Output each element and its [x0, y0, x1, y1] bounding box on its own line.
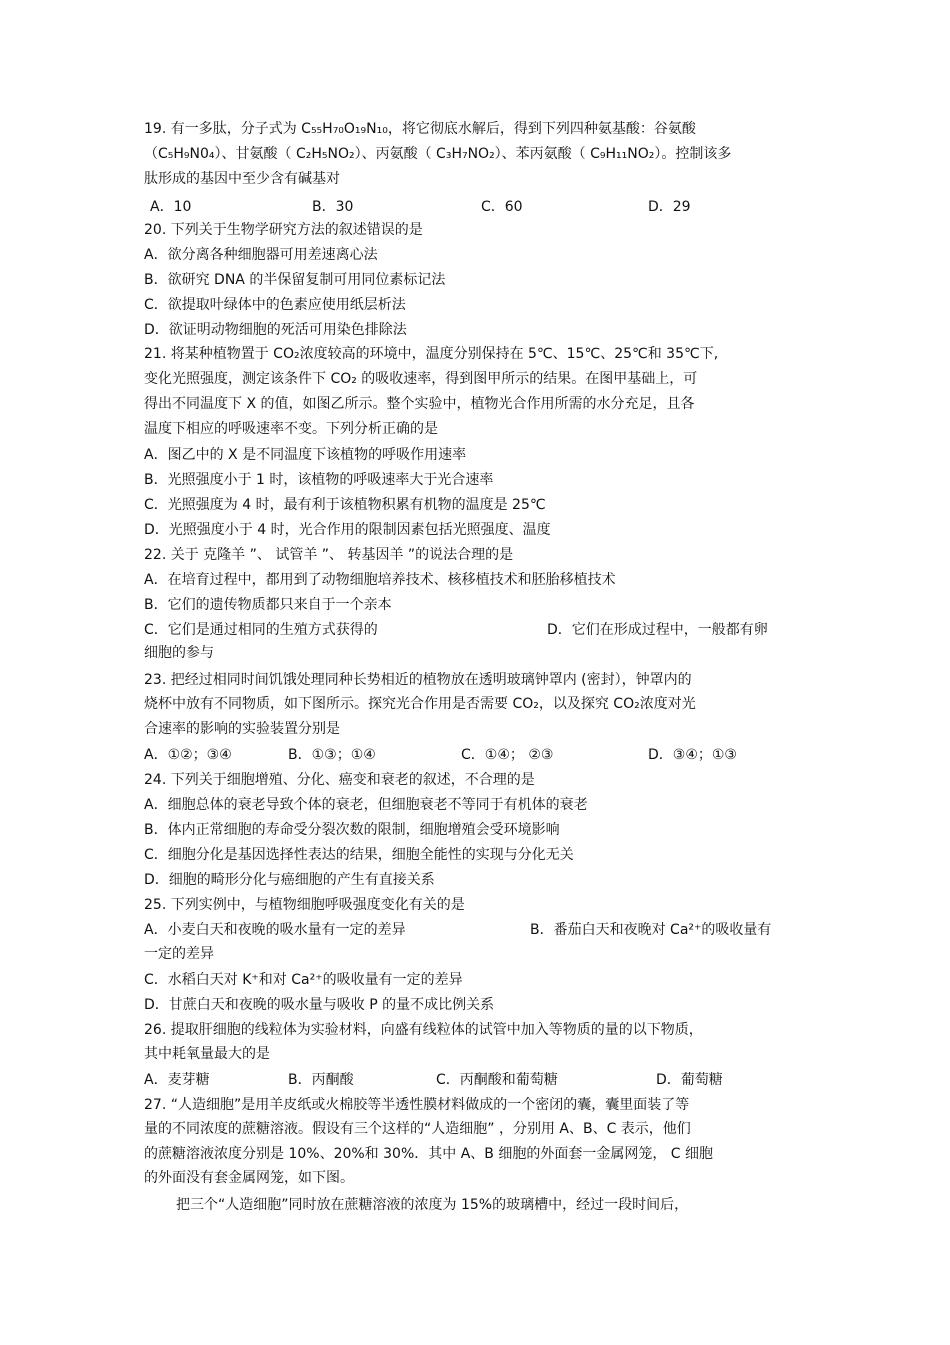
q26-option-b: B．丙酮酸 — [288, 1072, 354, 1088]
q23-option-a: A．①②；③④ — [144, 747, 232, 763]
q22-option-d: D．它们在形成过程中，一般都有卵 — [547, 622, 768, 638]
q24-stem: 24. 下列关于细胞增殖、分化、癌变和衰老的叙述，不合理的是 — [144, 772, 535, 788]
q25-stem: 25. 下列实例中，与植物细胞呼吸强度变化有关的是 — [144, 897, 465, 913]
q23-stem-line1: 23. 把经过相同时间饥饿处理同种长势相近的植物放在透明玻璃钟罩内 (密封），钟罩内的 — [144, 672, 692, 688]
q21-stem-line4: 温度下相应的呼吸速率不变。下列分析正确的是 — [144, 421, 438, 437]
q24-option-b: B．体内正常细胞的寿命受分裂次数的限制，细胞增殖会受环境影响 — [144, 822, 560, 838]
q20-option-a: A．欲分离各种细胞器可用差速离心法 — [144, 247, 378, 263]
q27-stem-line1: 27. “人造细胞”是用羊皮纸或火棉胶等半透性膜材料做成的一个密闭的囊，囊里面装了等 — [144, 1097, 690, 1113]
q25-option-c: C．水稻白天对 K⁺和对 Ca²⁺的吸收量有一定的差异 — [144, 972, 463, 988]
q20-option-b: B．欲研究 DNA 的半保留复制可用同位素标记法 — [144, 272, 446, 288]
q19-option-c: C．60 — [481, 199, 523, 215]
q22-stem: 22. 关于 克隆羊 ”、 试管羊 ”、 转基因羊 ”的说法合理的是 — [144, 547, 514, 563]
q26-option-a: A．麦芽糖 — [144, 1072, 210, 1088]
q21-stem-line3: 得出不同温度下 X 的值，如图乙所示。整个实验中，植物光合作用所需的水分充足，且各 — [144, 396, 695, 412]
q21-stem-line1: 21. 将某种植物置于 CO₂浓度较高的环境中，温度分别保持在 5℃、15℃、25℃和 35℃下, — [144, 346, 719, 362]
q22-option-c: C．它们是通过相同的生殖方式获得的 — [144, 622, 378, 638]
q22-option-a: A．在培育过程中，都用到了动物细胞培养技术、核移植技术和胚胎移植技术 — [144, 572, 616, 588]
q26-stem-line2: 其中耗氧量最大的是 — [144, 1046, 270, 1062]
q23-option-c: C．①④； ②③ — [461, 747, 554, 763]
q27-stem-line3: 的蔗糖溶液浓度分别是 10%、20%和 30%．其中 A、B 细胞的外面套一金属网笼， C 细胞 — [144, 1146, 714, 1162]
q27-stem-line4: 的外面没有套金属网笼，如下图。 — [144, 1170, 354, 1186]
q21-option-b: B．光照强度小于 1 时，该植物的呼吸速率大于光合速率 — [144, 472, 494, 488]
q25-option-b: B．番茄白天和夜晚对 Ca²⁺的吸收量有 — [530, 922, 772, 938]
q22-option-b: B．它们的遗传物质都只来自于一个亲本 — [144, 597, 392, 613]
q24-option-d: D．细胞的畸形分化与癌细胞的产生有直接关系 — [144, 872, 435, 888]
q19-stem-line3: 肽形成的基因中至少含有碱基对 — [144, 171, 340, 187]
q19-option-b: B．30 — [312, 199, 354, 215]
q19-stem-line1: 19. 有一多肽，分子式为 C₅₅H₇₀O₁₉N₁₀，将它彻底水解后，得到下列四种氨基酸：谷氨酸 — [144, 121, 696, 137]
q25-option-d: D．甘蔗白天和夜晚的吸水量与吸收 P 的量不成比例关系 — [144, 997, 495, 1013]
q27-stem-line2: 量的不同浓度的蔗糖溶液。假设有三个这样的“人造细胞” ，分别用 A、B、C 表示，他们 — [144, 1121, 691, 1137]
q21-option-d: D．光照强度小于 4 时，光合作用的限制因素包括光照强度、温度 — [144, 522, 551, 538]
q20-option-d: D．欲证明动物细胞的死活可用染色排除法 — [144, 322, 407, 338]
q25-option-b-continued: 一定的差异 — [144, 946, 214, 962]
q21-stem-line2: 变化光照强度，测定该条件下 CO₂ 的吸收速率，得到图甲所示的结果。在图甲基础上，可 — [144, 371, 698, 387]
q26-stem-line1: 26. 提取肝细胞的线粒体为实验材料，向盛有线粒体的试管中加入等物质的量的以下物质， — [144, 1022, 703, 1038]
q19-stem-line2: （C₅H₉N0₄）、甘氨酸（ C₂H₅NO₂）、丙氨酸（ C₃H₇NO₂）、苯丙氨酸（ C₉H₁₁NO₂）。控制该多 — [144, 146, 732, 162]
q26-option-d: D．葡萄糖 — [656, 1072, 723, 1088]
q19-option-a: A．10 — [150, 199, 192, 215]
q23-option-b: B．①③；①④ — [288, 747, 376, 763]
q23-stem-line2: 烧杯中放有不同物质，如下图所示。探究光合作用是否需要 CO₂，以及探究 CO₂浓度对光 — [144, 696, 696, 712]
q23-stem-line3: 合速率的影响的实验装置分别是 — [144, 721, 340, 737]
q24-option-c: C．细胞分化是基因选择性表达的结果，细胞全能性的实现与分化无关 — [144, 847, 574, 863]
q22-option-d-continued: 细胞的参与 — [144, 645, 214, 661]
q27-stem-line5: 把三个“人造细胞”同时放在蔗糖溶液的浓度为 15%的玻璃槽中，经过一段时间后， — [176, 1197, 689, 1213]
q26-option-c: C．丙酮酸和葡萄糖 — [436, 1072, 558, 1088]
q20-stem: 20. 下列关于生物学研究方法的叙述错误的是 — [144, 222, 423, 238]
q20-option-c: C．欲提取叶绿体中的色素应使用纸层析法 — [144, 297, 406, 313]
q21-option-a: A．图乙中的 X 是不同温度下该植物的呼吸作用速率 — [144, 447, 467, 463]
q24-option-a: A．细胞总体的衰老导致个体的衰老，但细胞衰老不等同于有机体的衰老 — [144, 797, 588, 813]
q21-option-c: C．光照强度为 4 时，最有利于该植物积累有机物的温度是 25℃ — [144, 497, 546, 513]
q25-option-a: A．小麦白天和夜晚的吸水量有一定的差异 — [144, 922, 406, 938]
q23-option-d: D．③④；①③ — [648, 747, 737, 763]
q19-option-d: D．29 — [648, 199, 691, 215]
